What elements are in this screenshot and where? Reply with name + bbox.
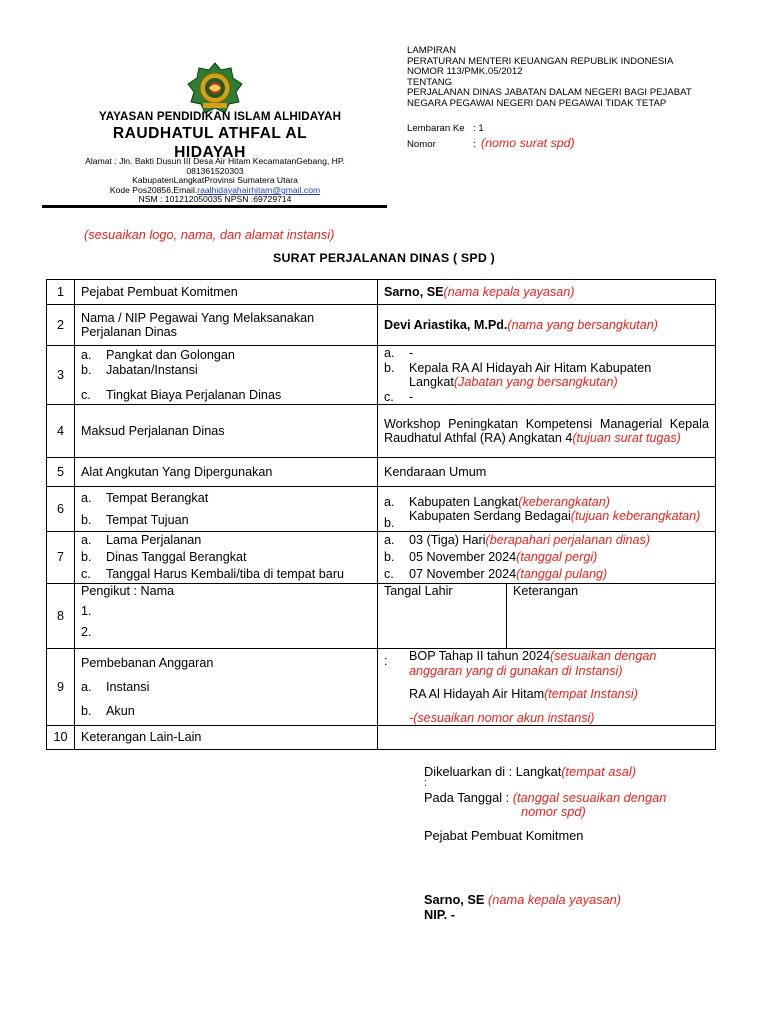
list-key: a. bbox=[81, 491, 92, 505]
followers-header: Pengikut : Nama bbox=[81, 584, 175, 598]
list-text: Tingkat Biaya Perjalanan Dinas bbox=[106, 388, 282, 403]
row-number: 2 bbox=[47, 305, 75, 346]
row-label bbox=[75, 346, 378, 405]
row-value bbox=[378, 346, 716, 405]
lampiran-block bbox=[407, 46, 692, 110]
row-value bbox=[378, 532, 716, 584]
number-value: (nomo surat spd) bbox=[481, 136, 575, 150]
document-title: SURAT PERJALANAN DINAS ( SPD ) bbox=[273, 251, 495, 265]
list-note: (tanggal pergi) bbox=[516, 550, 598, 564]
list-text: Tempat Berangkat bbox=[106, 491, 209, 505]
budget-label: Pembebanan Anggaran bbox=[81, 655, 214, 670]
row-number: 4 bbox=[47, 405, 75, 458]
address-line: Alamat : Jln. Bakti Dusun III Desa Air Hitam KecamatanGebang, HP. bbox=[85, 156, 345, 166]
list-text: Tempat Tujuan bbox=[106, 512, 189, 527]
table-row bbox=[47, 458, 716, 487]
list-item bbox=[81, 680, 371, 695]
list-item bbox=[384, 566, 709, 583]
list-item bbox=[81, 704, 371, 719]
date-note-cont: nomor spd) bbox=[521, 804, 586, 819]
signer-note: (nama kepala yayasan) bbox=[484, 892, 622, 907]
list-item bbox=[384, 390, 709, 405]
budget-institution bbox=[384, 687, 709, 702]
issued-date bbox=[424, 790, 666, 805]
list-note: (keberangkatan) bbox=[518, 494, 610, 509]
list-item bbox=[384, 532, 709, 549]
lampiran-line: PERATURAN MENTERI KEUANGAN REPUBLIK INDONESIA bbox=[407, 55, 674, 67]
lampiran-line: NOMOR 113/PMK.05/2012 bbox=[407, 66, 523, 78]
list-text: Akun bbox=[106, 703, 135, 718]
list-note: (tanggal pulang) bbox=[516, 567, 608, 581]
row-value bbox=[378, 726, 716, 750]
list-item bbox=[81, 388, 371, 403]
list-item bbox=[384, 509, 709, 530]
list-key: b. bbox=[81, 362, 92, 377]
list-key: c. bbox=[81, 567, 91, 581]
institution-name-line: HIDAYAH bbox=[174, 143, 246, 161]
row-value bbox=[378, 584, 716, 649]
list-text: Instansi bbox=[106, 680, 150, 695]
row-number: 8 bbox=[47, 584, 75, 649]
row-label bbox=[75, 584, 378, 649]
list-text: Pangkat dan Golongan bbox=[106, 348, 235, 363]
list-key: b. bbox=[81, 703, 92, 718]
institution-note: (tempat Instansi) bbox=[544, 687, 638, 701]
row-label: Alat Angkutan Yang Dipergunakan bbox=[75, 458, 378, 487]
follower-item: 2. bbox=[81, 625, 92, 639]
row-number: 1 bbox=[47, 280, 75, 305]
list-text: Tanggal Harus Kembali/tiba di tempat baru bbox=[106, 567, 345, 581]
list-key: a. bbox=[81, 680, 92, 695]
signer-name: Sarno, SE bbox=[424, 892, 485, 907]
row-number: 10 bbox=[47, 726, 75, 750]
number-label: Nomor bbox=[407, 139, 436, 150]
lampiran-line: NEGARA PEGAWAI NEGERI DAN PEGAWAI TIDAK TETAP bbox=[407, 97, 667, 109]
logo-note: (sesuaikan logo, nama, dan alamat instansi) bbox=[84, 227, 335, 242]
spd-table bbox=[46, 279, 716, 750]
list-item bbox=[81, 513, 371, 528]
purpose-note: (tujuan surat tugas) bbox=[572, 431, 681, 445]
table-row bbox=[47, 346, 716, 405]
list-key: c. bbox=[81, 388, 91, 403]
number-colon: : bbox=[473, 139, 476, 150]
row-label: Pejabat Pembuat Komitmen bbox=[75, 280, 378, 305]
table-row bbox=[47, 649, 716, 726]
list-text: - bbox=[409, 346, 414, 360]
list-text: - bbox=[409, 389, 414, 404]
list-item bbox=[384, 549, 709, 566]
follower-item: 1. bbox=[81, 604, 92, 618]
logo-emblem-icon bbox=[187, 62, 243, 114]
list-text: 03 (Tiga) Hari bbox=[409, 533, 486, 547]
row-value bbox=[378, 487, 716, 532]
list-text: 05 November 2024 bbox=[409, 550, 517, 564]
table-row bbox=[47, 405, 716, 458]
signer-title: Pejabat Pembuat Komitmen bbox=[424, 828, 584, 843]
postal-code: Kode Pos20856,Email. bbox=[109, 184, 198, 195]
row-value bbox=[378, 280, 716, 305]
list-key: a. bbox=[384, 533, 395, 547]
sheet-info bbox=[407, 122, 575, 152]
purpose-text: Workshop Peningkatan Kompetensi Managerial Kepala Raudhatul Athfal (RA) Angkatan 4 bbox=[384, 416, 709, 445]
list-text: Kepala RA Al Hidayah Air Hitam Kabupaten Langkat bbox=[409, 360, 652, 389]
institution-name-line: RAUDHATUL ATHFAL AL bbox=[112, 125, 308, 142]
list-key: a. bbox=[81, 533, 92, 547]
sheet-number-row bbox=[407, 122, 575, 136]
list-note: (berapahari perjalanan dinas) bbox=[485, 533, 651, 547]
date-label: Pada Tanggal : bbox=[424, 790, 513, 805]
row-label: Nama / NIP Pegawai Yang Melaksanakan Perjalanan Dinas bbox=[75, 305, 378, 346]
row-value bbox=[378, 305, 716, 346]
date-note: (tanggal sesuaikan dengan bbox=[512, 790, 667, 805]
list-key: b. bbox=[384, 516, 395, 530]
official-name: Sarno, SE bbox=[384, 284, 444, 299]
row-number: 3 bbox=[47, 346, 75, 405]
sheet-value: : 1 bbox=[473, 123, 484, 134]
issued-at bbox=[424, 764, 636, 779]
row-label: Keterangan Lain-Lain bbox=[75, 726, 378, 750]
institution-address bbox=[60, 157, 370, 205]
list-key: b. bbox=[384, 360, 395, 375]
signer-name-row bbox=[424, 892, 621, 907]
list-text: Jabatan/Instansi bbox=[106, 362, 198, 377]
list-note: (tujuan keberangkatan) bbox=[570, 509, 701, 523]
list-note: (Jabatan yang bersangkutan) bbox=[453, 375, 618, 389]
list-item bbox=[384, 495, 709, 510]
table-row bbox=[47, 532, 716, 584]
lampiran-line: LAMPIRAN bbox=[407, 45, 457, 56]
institution-logo bbox=[187, 62, 243, 114]
row-value: Kendaraan Umum bbox=[378, 458, 716, 487]
list-item bbox=[384, 346, 709, 361]
list-key: b. bbox=[384, 550, 395, 564]
list-item bbox=[384, 361, 709, 390]
list-item bbox=[81, 566, 371, 583]
table-row bbox=[47, 487, 716, 532]
row-number: 6 bbox=[47, 487, 75, 532]
lampiran-line: PERJALANAN DINAS JABATAN DALAM NEGERI BAGI PEJABAT bbox=[407, 87, 692, 99]
table-row bbox=[47, 305, 716, 346]
issued-colon: : bbox=[424, 777, 428, 789]
letterhead-divider bbox=[42, 205, 387, 208]
list-text: 07 November 2024 bbox=[409, 567, 517, 581]
list-item bbox=[81, 347, 371, 363]
remarks-column: Keterangan bbox=[513, 584, 579, 598]
table-row bbox=[47, 280, 716, 305]
issued-label: Dikeluarkan di : Langkat bbox=[424, 764, 562, 779]
address-line: 081361520303 bbox=[186, 165, 244, 176]
lampiran-line: TENTANG bbox=[407, 76, 453, 88]
list-key: : bbox=[384, 654, 388, 668]
nsm-npsn: NSM : 101212050035 NPSN :69729714 bbox=[138, 194, 292, 205]
account-note: -(sesuaikan nomor akun instansi) bbox=[409, 710, 595, 725]
list-text: Kabupaten Serdang Bedagai bbox=[409, 509, 571, 523]
budget-source bbox=[384, 649, 709, 678]
budget-account bbox=[384, 711, 709, 726]
list-key: a. bbox=[384, 346, 395, 360]
list-key: b. bbox=[81, 550, 92, 564]
list-key: c. bbox=[384, 567, 394, 581]
row-number: 9 bbox=[47, 649, 75, 726]
official-note: (nama kepala yayasan) bbox=[443, 284, 575, 299]
list-text: Lama Perjalanan bbox=[106, 533, 202, 547]
budget-note: (sesuaikan dengan anggaran yang di gunakan di Instansi) bbox=[409, 649, 657, 678]
row-label bbox=[75, 487, 378, 532]
list-item bbox=[81, 532, 371, 549]
followers-subtable bbox=[378, 584, 715, 648]
yayasan-name: YAYASAN PENDIDIKAN ISLAM ALHIDAYAH bbox=[98, 110, 342, 123]
row-label bbox=[75, 649, 378, 726]
sheet-label: Lembaran Ke bbox=[407, 123, 465, 134]
issued-note: (tempat asal) bbox=[561, 764, 636, 779]
employee-name: Devi Ariastika, M.Pd. bbox=[384, 317, 508, 332]
list-item bbox=[81, 549, 371, 566]
row-value bbox=[378, 405, 716, 458]
list-key: a. bbox=[81, 348, 92, 363]
row-number: 7 bbox=[47, 532, 75, 584]
row-label bbox=[75, 532, 378, 584]
list-key: a. bbox=[384, 494, 395, 509]
institution-text: RA Al Hidayah Air Hitam bbox=[409, 687, 545, 701]
budget-text: BOP Tahap II tahun 2024 bbox=[409, 649, 550, 663]
birthdate-column: Tangal Lahir bbox=[378, 584, 507, 648]
table-row bbox=[47, 584, 716, 649]
signer-nip: NIP. - bbox=[424, 907, 456, 922]
list-item bbox=[81, 491, 371, 506]
list-key: b. bbox=[81, 512, 92, 527]
list-text: Kabupaten Langkat bbox=[409, 494, 519, 509]
row-value bbox=[378, 649, 716, 726]
list-key: c. bbox=[384, 389, 394, 404]
row-number: 5 bbox=[47, 458, 75, 487]
address-line: KabupatenLangkatProvinsi Sumatera Utara bbox=[132, 175, 298, 186]
row-label: Maksud Perjalanan Dinas bbox=[75, 405, 378, 458]
email-link[interactable]: raalhidayahairhitam@gmail.com bbox=[197, 184, 321, 195]
letter-number-row bbox=[407, 136, 575, 152]
table-row bbox=[47, 726, 716, 750]
employee-note: (nama yang bersangkutan) bbox=[507, 317, 658, 332]
list-text: Dinas Tanggal Berangkat bbox=[106, 550, 247, 564]
list-item bbox=[81, 363, 371, 378]
